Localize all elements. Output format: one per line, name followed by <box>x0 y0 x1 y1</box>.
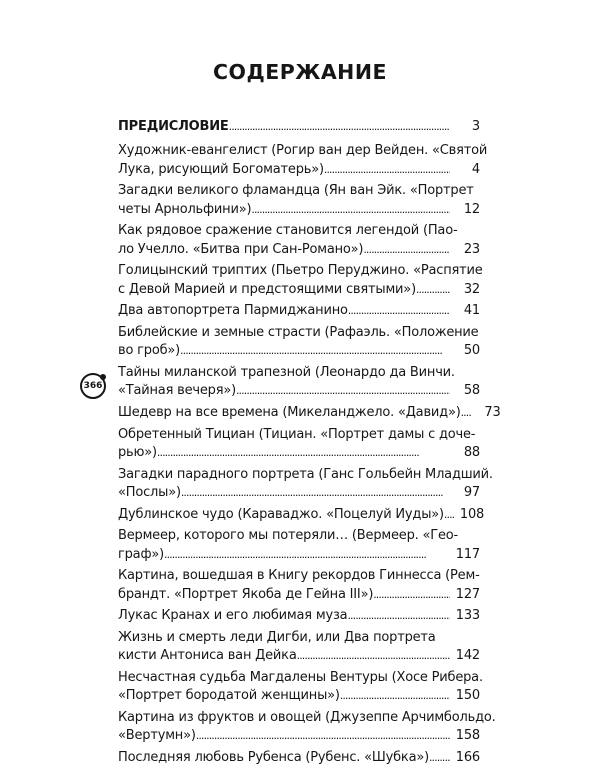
toc-page-number: 158 <box>455 728 480 744</box>
toc-entry[interactable] <box>118 324 480 361</box>
toc-page-number: 23 <box>463 241 480 257</box>
dot-leader <box>444 506 454 524</box>
dot-leader <box>196 727 450 745</box>
toc-page-number: 88 <box>463 444 480 460</box>
toc-page-number: 133 <box>455 608 480 624</box>
toc-entry[interactable] <box>118 567 480 604</box>
table-of-contents <box>118 118 501 771</box>
toc-page-number: 108 <box>459 506 485 522</box>
toc-page-number: 166 <box>455 749 480 765</box>
toc-entry[interactable] <box>118 607 480 625</box>
dot-leader <box>251 201 450 219</box>
dot-leader <box>340 687 450 705</box>
toc-entry-title-end: «Вертумн») <box>118 728 196 744</box>
toc-entry-title-end: ло Учелло. «Битва при Сан-Романо») <box>118 241 364 257</box>
page-marker-dot <box>100 374 106 380</box>
toc-entry[interactable] <box>118 749 480 767</box>
toc-entry-title: Последняя любовь Рубенса (Рубенс. «Шубка») <box>118 749 429 765</box>
dot-leader <box>180 342 450 360</box>
toc-entry[interactable] <box>118 262 483 299</box>
dot-leader <box>229 118 450 136</box>
toc-page-number: 4 <box>471 161 480 177</box>
toc-entry[interactable] <box>118 426 480 463</box>
toc-entry-title-end: Лука, рисующий Богоматерь») <box>118 161 324 177</box>
toc-entry[interactable] <box>118 466 493 503</box>
toc-page-number: 58 <box>463 383 480 399</box>
toc-page-number: 3 <box>471 119 480 134</box>
toc-entry[interactable] <box>118 506 485 524</box>
toc-entry-title: Дублинское чудо (Караваджо. «Поцелуй Иуды») <box>118 506 444 522</box>
toc-page-number: 41 <box>463 303 480 319</box>
toc-entry-title: Голицынский триптих (Пьетро Перуджино. «Распятие <box>118 263 483 279</box>
toc-entry-title-end: брандт. «Портрет Якоба де Гейна III») <box>118 586 374 602</box>
toc-page-number: 97 <box>463 484 480 500</box>
toc-page-number: 127 <box>455 586 480 602</box>
toc-entry[interactable] <box>118 709 496 746</box>
dot-leader <box>181 484 450 502</box>
toc-page-number: 73 <box>484 404 501 420</box>
toc-entry-title-end: четы Арнольфини») <box>118 201 252 217</box>
toc-entry-title: Как рядовое сражение становится легендой (Пао- <box>118 223 458 239</box>
toc-entry-title: Лукас Кранах и его любимая муза <box>118 608 348 624</box>
toc-entry-title: Шедевр на все времена (Микеланджело. «Давид») <box>118 404 461 420</box>
toc-entry-title: Тайны миланской трапезной (Леонардо да Винчи. <box>118 364 455 380</box>
toc-entry-title-end: граф») <box>118 546 164 562</box>
dot-leader <box>461 404 471 422</box>
dot-leader <box>297 647 450 665</box>
toc-entry[interactable] <box>118 629 480 666</box>
dot-leader <box>416 281 450 299</box>
toc-entry-title-end: кисти Антониса ван Дейка <box>118 648 297 664</box>
toc-page-number: 142 <box>455 648 480 664</box>
toc-entry-title: Загадки великого фламандца (Ян ван Эйк. «Портрет <box>118 183 474 199</box>
toc-entry[interactable] <box>118 404 501 422</box>
page-number-badge: 366 <box>80 373 106 399</box>
toc-entry-title: Загадки парадного портрета (Ганс Гольбейн Младший. <box>118 466 493 482</box>
page-title: СОДЕРЖАНИЕ <box>212 60 388 84</box>
dot-leader <box>164 546 450 564</box>
dot-leader <box>363 241 450 259</box>
toc-page-number: 150 <box>455 688 480 704</box>
toc-entry-title-end: с Девой Марией и предстоящими святыми») <box>118 281 416 297</box>
toc-entry[interactable] <box>118 182 480 219</box>
toc-entry-title: Несчастная судьба Магдалены Вентуры (Хосе Рибера. <box>118 669 483 685</box>
dot-leader <box>324 161 450 179</box>
toc-entry-title: Картина из фруктов и овощей (Джузеппе Арчимбольдо. <box>118 709 496 725</box>
toc-entry-title-end: «Послы») <box>118 484 181 500</box>
toc-entry-title: Художник-евангелист (Рогир ван дер Вейден. «Святой <box>118 143 488 159</box>
toc-entry[interactable] <box>118 527 480 564</box>
toc-entry-preface[interactable] <box>118 118 480 136</box>
toc-entry-title: Жизнь и смерть леди Дигби, или Два портрета <box>118 629 436 645</box>
dot-leader <box>347 607 449 625</box>
dot-leader <box>373 586 450 604</box>
toc-entry[interactable] <box>118 302 480 320</box>
toc-entry[interactable] <box>118 222 480 259</box>
toc-entry-title-end: «Тайная вечеря») <box>118 383 236 399</box>
toc-page-number: 117 <box>455 546 480 562</box>
toc-entry-title: Обретенный Тициан (Тициан. «Портрет дамы с доче- <box>118 426 476 442</box>
toc-entry-title: Картина, вошедшая в Книгу рекордов Гиннесса (Рем- <box>118 568 480 584</box>
toc-page-number: 12 <box>463 201 480 217</box>
dot-leader <box>348 302 450 320</box>
toc-entry-title-end: во гроб») <box>118 343 181 359</box>
dot-leader <box>236 382 450 400</box>
toc-entry[interactable] <box>118 364 480 401</box>
toc-entry-title-end: «Портрет бородатой женщины») <box>118 688 340 704</box>
toc-entry-title-end: рью») <box>118 444 157 460</box>
toc-entry-title: ПРЕДИСЛОВИЕ <box>118 119 229 134</box>
toc-entry-title: Два автопортрета Пармиджанино <box>118 303 348 319</box>
dot-leader <box>157 444 450 462</box>
toc-page-number: 50 <box>463 343 480 359</box>
toc-entry[interactable] <box>118 669 483 706</box>
toc-entry-title: Вермеер, которого мы потеряли… (Вермеер. «Гео- <box>118 528 459 544</box>
toc-entry[interactable] <box>118 142 488 179</box>
dot-leader <box>429 749 450 767</box>
toc-entry-title: Библейские и земные страсти (Рафаэль. «Положение <box>118 324 479 340</box>
toc-page-number: 32 <box>463 281 480 297</box>
